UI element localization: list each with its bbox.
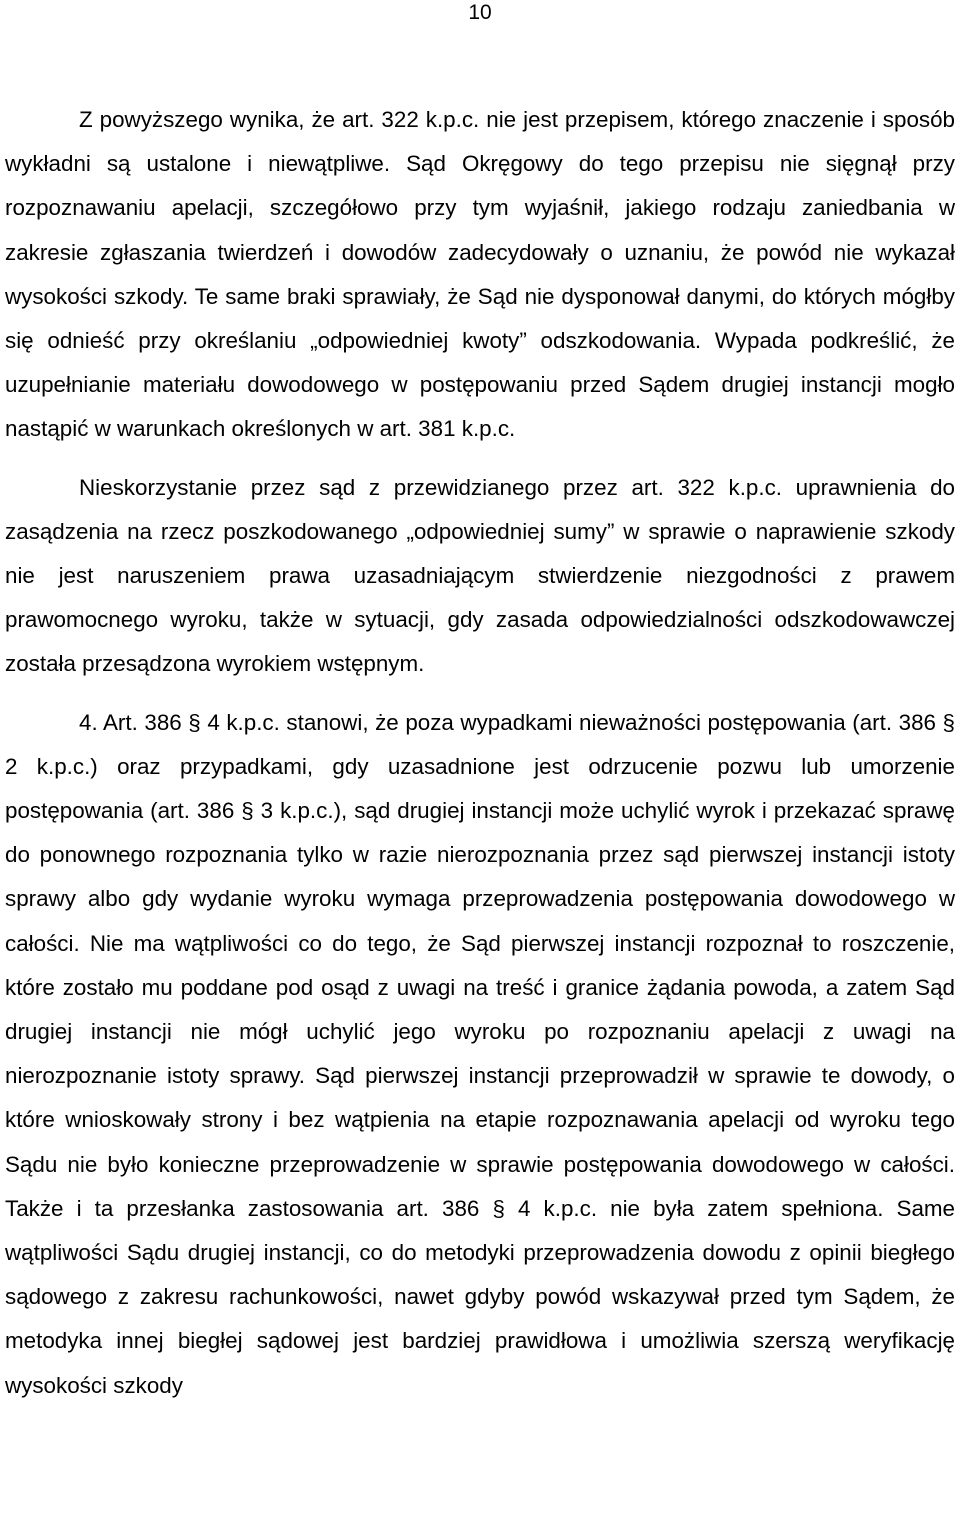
page-number: 10 [468,1,492,24]
paragraph-2: Nieskorzystanie przez sąd z przewidzianego przez art. 322 k.p.c. uprawnienia do zasądzenia na rzecz poszkodowanego „odpowiedniej sumy” w sprawie o naprawienie szkody nie jest naruszeniem prawa uzasadniającym stwierdzenie niezgodności z prawem prawomocnego wyroku, także w sytuacji, gdy zasada odpowiedzialności odszkodowawczej została przesądzona wyrokiem wstępnym. [5,474,955,677]
paragraph-3: 4. Art. 386 § 4 k.p.c. stanowi, że poza wypadkami nieważności postępowania (art. 386 § 2 k.p.c.) oraz przypadkami, gdy uzasadnione jest odrzucenie pozwu lub umorzenie postępowania (art. 386 § 3 k.p.c.), sąd drugiej instancji może uchylić wyrok i przekazać sprawę do ponownego rozpoznania tylko w razie nierozpoznania przez sąd pierwszej instancji istoty sprawy albo gdy wydanie wyroku wymaga przeprowadzenia postępowania dowodowego w całości. Nie ma wątpliwości co do tego, że Sąd pierwszej instancji rozpoznał to roszczenie, które zostało mu poddane pod osąd z uwagi na treść i granice żądania powoda, a zatem Sąd drugiej instancji nie mógł uchylić jego wyroku po rozpoznaniu apelacji z uwagi na nierozpoznanie istoty sprawy. Sąd pierwszej instancji przeprowadził w sprawie te dowody, o które wnioskowały strony i bez wątpienia na etapie rozpoznawania apelacji od wyroku tego Sądu nie było konieczne przeprowadzenie w sprawie postępowania dowodowego w całości. Także i ta przesłanka zastosowania art. 386 § 4 k.p.c. nie była zatem spełniona. Same wątpliwości Sądu drugiej instancji, co do metodyki przeprowadzenia dowodu z opinii biegłego sądowego z zakresu rachunkowości, nawet gdyby powód wskazywał przed tym Sądem, że metodyka innej biegłej sądowej jest bardziej prawidłowa i umożliwia szerszą weryfikację wysokości szkody [5,709,955,1398]
document-body [5,98,955,1408]
paragraph-1: Z powyższego wynika, że art. 322 k.p.c. nie jest przepisem, którego znaczenie i sposób wykładni są ustalone i niewątpliwe. Sąd Okręgowy do tego przepisu nie sięgnął przy rozpoznawaniu apelacji, szczegółowo przy tym wyjaśnił, jakiego rodzaju zaniedbania w zakresie zgłaszania twierdzeń i dowodów zadecydowały o uznaniu, że powód nie wykazał wysokości szkody. Te same braki sprawiały, że Sąd nie dysponował danymi, do których mógłby się odnieść przy określaniu „odpowiedniej kwoty” odszkodowania. Wypada podkreślić, że uzupełnianie materiału dowodowego w postępowaniu przed Sądem drugiej instancji mogło nastąpić w warunkach określonych w art. 381 k.p.c. [5,107,955,442]
